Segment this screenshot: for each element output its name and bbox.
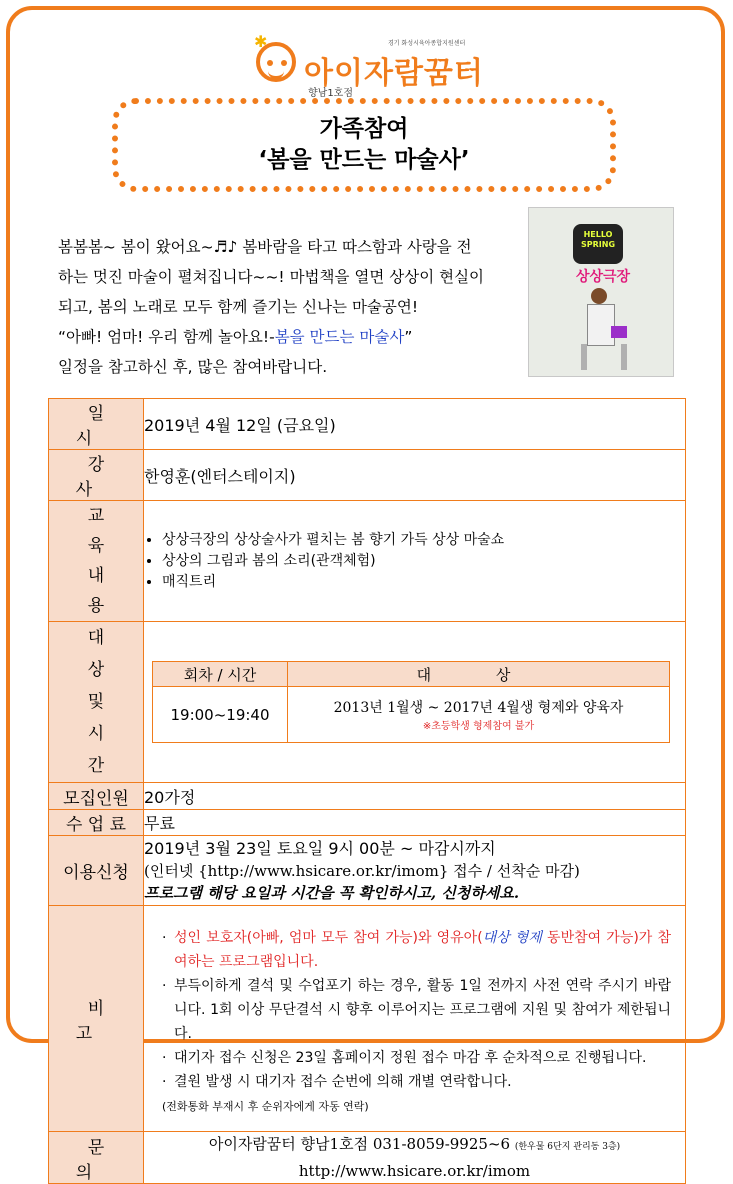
content-item: • 상상의 그림과 봄의 소리(관객체험) bbox=[162, 551, 685, 572]
title-box bbox=[112, 98, 616, 192]
target-detail bbox=[288, 687, 670, 743]
magician-bag bbox=[611, 326, 627, 338]
poster-badge: HELLO SPRING bbox=[573, 224, 623, 264]
title-line-1: 가족참여 bbox=[319, 116, 409, 142]
apply-method: (인터넷 {http://www.hsicare.or.kr/imom} 접수 / 선착순 마감) bbox=[144, 861, 580, 880]
target-age: 2013년 1월생 ~ 2017년 4월생 형제와 양육자 bbox=[333, 700, 624, 716]
smiley-face-icon bbox=[256, 42, 296, 82]
magician-head bbox=[591, 288, 607, 304]
content-item: • 상상극장의 상상술사가 펼치는 봄 향기 가득 상상 마술쇼 bbox=[162, 530, 685, 551]
contact-url[interactable]: http://www.hsicare.or.kr/imom bbox=[298, 1162, 531, 1180]
fee-label: 수 업 료 bbox=[49, 810, 144, 836]
magician-legs bbox=[581, 344, 627, 370]
info-table bbox=[48, 398, 686, 1184]
target-header: 대 상 bbox=[288, 662, 670, 687]
content-value bbox=[144, 501, 686, 622]
intro-line: 봄봄봄~ 봄이 왔어요~♬♪ 봄바람을 타고 따스함과 사랑을 전 bbox=[58, 238, 472, 256]
contact-address: (한우물 6단지 관리동 3층) bbox=[514, 1142, 621, 1152]
content-item: • 매직트리 bbox=[162, 572, 685, 593]
intro-text bbox=[58, 232, 518, 382]
date-value: 2019년 4월 12일 (금요일) bbox=[144, 399, 686, 450]
title-line-2: ‘봄을 만드는 마술사’ bbox=[258, 147, 470, 173]
schedule-table bbox=[152, 661, 670, 743]
apply-period: 2019년 3월 23일 토요일 9시 00분 ~ 마감시까지 bbox=[144, 838, 496, 858]
logo-title: 아이자람꿈터 bbox=[304, 56, 484, 91]
note-item: · 대기자 접수 신청은 23일 홈페이지 정원 접수 마감 후 순차적으로 진행됩니다. bbox=[160, 1046, 671, 1070]
logo bbox=[250, 30, 510, 100]
content-label: 교 육 내 용 bbox=[49, 501, 144, 622]
apply-label: 이용신청 bbox=[49, 836, 144, 906]
fee-value: 무료 bbox=[144, 810, 686, 836]
intro-quote-prefix: “아빠! 엄마! 우리 함께 놀아요!- bbox=[58, 328, 275, 346]
poster-name: 상상극장 bbox=[575, 269, 631, 285]
notes-value bbox=[144, 906, 686, 1132]
contact-line: 아이자람꿈터 향남1호점 031-8059-9925~6 (한우물 6단지 관리동 3층) bbox=[208, 1135, 621, 1153]
instructor-label: 강 사 bbox=[49, 450, 144, 501]
notes-label: 비 고 bbox=[49, 906, 144, 1132]
intro-quote-highlight: 봄을 만드는 마술사 bbox=[274, 328, 405, 346]
target-value bbox=[144, 622, 686, 783]
target-note: ※초등학생 형제참여 불가 bbox=[422, 721, 535, 732]
apply-value bbox=[144, 836, 686, 906]
date-label: 일 시 bbox=[49, 399, 144, 450]
intro-line bbox=[58, 322, 518, 352]
intro-line: 되고, 봄의 노래로 모두 함께 즐기는 신나는 마술공연! bbox=[58, 298, 419, 316]
intro-quote-suffix: ” bbox=[404, 328, 413, 346]
contact-value bbox=[144, 1132, 686, 1184]
recruit-label: 모집인원 bbox=[49, 783, 144, 810]
intro-line: 하는 멋진 마술이 펼쳐집니다~~! 마법책을 열면 상상이 현실이 bbox=[58, 268, 485, 286]
logo-center-name: 경기 화성시육아종합지원센터 bbox=[388, 40, 466, 47]
target-label: 대 상 및 시 간 bbox=[49, 622, 144, 783]
intro-line: 일정을 참고하신 후, 많은 참여바랍니다. bbox=[58, 358, 328, 376]
magician-poster-image bbox=[528, 207, 674, 377]
note-sub: (전화통화 부재시 후 순위자에게 자동 연락) bbox=[162, 1099, 369, 1113]
instructor-value: 한영훈(엔터스테이지) bbox=[144, 450, 686, 501]
note-item: · 부득이하게 결석 및 수업포기 하는 경우, 활동 1일 전까지 사전 연락 주시기 바랍니다. 1회 이상 무단결석 시 향후 이루어지는 프로그램에 지원 및 참여가 제한됩니다. bbox=[160, 974, 671, 1046]
logo-branch: 향남1호점 bbox=[308, 88, 354, 99]
contact-label: 문 의 bbox=[49, 1132, 144, 1184]
recruit-value: 20가정 bbox=[144, 783, 686, 810]
session-header: 회차 / 시간 bbox=[153, 662, 288, 687]
note-item: · 성인 보호자(아빠, 엄마 모두 참여 가능)와 영유아(대상 형제 동반참여 가능)가 참여하는 프로그램입니다. bbox=[160, 926, 671, 974]
star-icon: ✱ bbox=[254, 32, 268, 51]
apply-notice: 프로그램 해당 요일과 시간을 꼭 확인하시고, 신청하세요. bbox=[144, 883, 520, 902]
magician-body bbox=[587, 304, 615, 346]
note-item: · 결원 발생 시 대기자 접수 순번에 의해 개별 연락합니다. bbox=[160, 1070, 671, 1094]
session-time: 19:00~19:40 bbox=[153, 687, 288, 743]
